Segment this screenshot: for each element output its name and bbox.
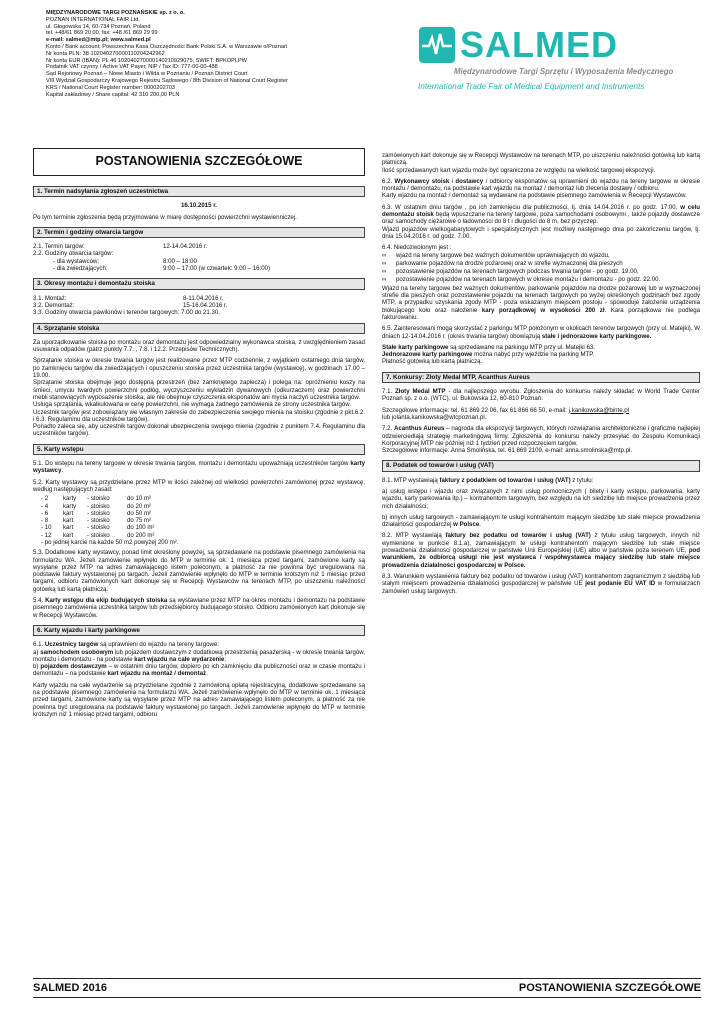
cell: - stoisko	[87, 524, 110, 532]
bold-text: jest podanie EU VAT ID	[585, 580, 656, 588]
heartbeat-icon	[418, 26, 456, 64]
text: 7.2.	[382, 425, 394, 433]
cell: - 10	[41, 524, 52, 532]
text: – w ostatnim dniu targów, dopiero po ich zamknięciu dla publiczności oraz w czasie montażu i demontażu – na podstawie	[33, 663, 365, 678]
text: lub pojazdem dostawczym z dodatkową przestrzenią pasażerską - w okresie trwania targów, montażu i demontażu - na podstawie	[33, 648, 365, 663]
header-line: Nr konta EUR (IBAN): PL 46 102040270000140210929075, SWIFT: BPKOPLPW	[46, 57, 247, 64]
text: są sprzedawane na parkingu MTP przy ul. Matejki 63.	[448, 343, 595, 351]
text: 7.1.	[382, 388, 396, 396]
paragraph: zamówionych kart dokonuje się w Recepcji Wystawców na terenach MTP, po uiszczeniu należności gotówką lub kartą płatniczą.	[382, 152, 700, 167]
cell: - stoisko	[87, 502, 110, 510]
paragraph: 5.3. Dodatkowe karty wystawcy, ponad limit określony powyżej, są sprzedawane na podstawie pisemnego zamówienia na formularzu WA. Jeżeli zamówienie wpłynęło do MTP w terminie ok. 1 miesiąca przed targami, zamówione karty są wysyłane przez MTP na adres zamawiającego listem poleconym, a płatność za nie powinna być uregulowana na podstawie faktury wystawionej po targach. Jeżeli zamówienie wpłynęło do MTP w terminie krótszym niż 1 miesiąc przed targami, odbioru zamówionych kart dokonuje się w Recepcji Wystawców na terenach MTP, po uiszczeniu należności gotówką lub kartą płatniczą.	[33, 549, 365, 593]
bullet-icon: ∞	[382, 268, 387, 276]
header-line: VIII Wydział Gospodarczy Krajowego Rejestru Sądowego / 8th Division of National Court Register	[46, 77, 288, 84]
text: - dla najlepszego wyrobu. Zgłoszenia do konkursu należy składać w World Trade Center Poznań sp. z o.o. (WTC), ul. Bukowska 12, 60-810 Poznań.	[382, 388, 701, 403]
text: można nabyć przy wjeździe na parking MTP.	[472, 351, 595, 359]
label: - dla zwiedzających:	[53, 265, 108, 273]
company-name: MIĘDZYNARODOWE TARGI POZNAŃSKIE sp. z o. o.	[46, 10, 185, 16]
bold-text: Jednorazowe karty parkingowe	[382, 351, 473, 359]
bold-text: kary porządkowej w wysokości 200 zł	[481, 306, 605, 314]
label: 3.1. Montaż:	[33, 294, 67, 302]
schedule-row: 2.2. Godziny otwarcia targów:	[33, 250, 114, 258]
paragraph	[382, 178, 700, 193]
text: są wystawiane przez MTP na okres montażu i demontażu na podstawie pisemnego zamówienia uczestnika targów lub przedsiębiorcy budującego stoisko. Odbioru zamówionych kart dokonuje się w Recepcji Wystawców.	[33, 597, 365, 619]
text: 8.1. MTP wystawiają	[382, 476, 440, 484]
table-row	[41, 517, 365, 524]
paragraph	[382, 477, 700, 484]
logo-wordmark: SALMED	[460, 24, 618, 65]
paragraph	[382, 407, 700, 422]
label: - dla wystawców:	[53, 257, 100, 265]
paragraph	[33, 597, 365, 619]
text: 5.1. Do wstępu na tereny targowe w okresie trwania targów, montażu i demontażu upoważniają uczestników targów	[33, 460, 351, 468]
section-heading: 2. Termin i godziny otwarcia targów	[33, 227, 365, 238]
text: z tytułu usług targowych, innych niż wymienione w punkcie 8.1.a), zamawiającym te usługi kontrahentom mającym siedzibę lub stałe miejsce prowadzenia działalności gospodarczej w państwie Unii Europejskiej (UE) albo w państwie poza terenem UE,	[382, 532, 700, 555]
paragraph: Szczegółowe informacje: Anna Smolińska, tel. 61 869 2109, e-mail: anna.smolinska@mtp.pl.	[382, 447, 633, 455]
cell: do 200 m²	[127, 531, 155, 539]
cell: - 6	[41, 509, 49, 517]
bold-text: faktury bez podatku od towarów i usług (VAT)	[445, 532, 591, 540]
footer-right: POSTANOWIENIA SZCZEGÓŁOWE	[518, 982, 701, 994]
paragraph: 5.1. Do wstępu na tereny targowe w okresie trwania targów, montażu i demontażu upoważniają uczestników targów karty wystawcy.	[33, 460, 365, 475]
paragraph	[33, 641, 365, 648]
text: . Kara porządkowa nie podlega fakturowaniu.	[382, 306, 700, 321]
cell: do 10 m²	[127, 495, 152, 503]
header-line: Podatnik VAT czynny / Active VAT Payer, NIP / Tax ID: 777-00-00-488	[46, 64, 218, 71]
paragraph	[382, 388, 700, 403]
cell: kart	[63, 524, 74, 532]
bold-text: Złoty Medal MTP	[395, 388, 446, 396]
cell: do 100 m²	[127, 524, 155, 532]
text: są uprawnieni do wjazdu na tereny targowe:	[98, 641, 219, 649]
bold-text: kart wjazdu na całe wydarzenie	[134, 655, 225, 663]
text: – nagroda dla ekspozycji targowych, których rozwiązania architektoniczne i graficzne najlepiej odzwierciedlają strategię marketingową firmy. Zgłoszenia do konkursu należy przesyłać do Zespołu Komunikacji Korporacyjnej MTP nie później niż 1 tydzień przed rozpoczęciem targów.	[382, 425, 700, 447]
deadline-date: 16.10.2015 r.	[181, 202, 217, 210]
cell: kart	[63, 531, 74, 539]
paragraph: Wjazd pojazdów wielkogabarytowych i specjalistycznych jest możliwy następnego dnia po zakończeniu targów, tj. dnia 15.04.2016 r. od godz. 7.00.	[382, 225, 700, 240]
bold-text: w celu demontażu stoisk	[382, 203, 700, 219]
text: parkowanie pojazdów na drodze pożarowej oraz w strefie wyznaczonej dla pieszych	[396, 259, 623, 267]
cell: karty	[63, 495, 77, 503]
bold-text: faktury z podatkiem od towarów i usług (VAT)	[439, 476, 571, 484]
value: 15-16.04.2016 r.	[183, 301, 228, 309]
table-row	[41, 510, 365, 517]
cell: do 50 m²	[127, 509, 152, 517]
header-line: Kapitał zakładowy / Share capital: 42 310 200,00 PLN	[46, 91, 180, 98]
bold-text: Stałe karty parkingowe	[382, 343, 449, 351]
bold-text: kart wjazdu na montaż / demontaż	[107, 670, 207, 678]
table-note: - po jednej karcie na każde 50 m2 powyżej 200 m².	[41, 538, 179, 546]
text: 6.2.	[382, 177, 395, 185]
card-allocation-table	[41, 495, 365, 546]
text: Wjazd na tereny targowe bez ważnych dokumentów, parkowanie pojazdów na drodze pożarowej lub w wyznaczonej strefie dla pieszych oraz pozostawienie pojazdu na terenach targowych po wyżej określonych godzinach bez zgody MTP, a przypadku uzyskania zgody MTP - poza wskazanym miejscem postoju - spowoduje założenie urządzenia blokującego koło oraz nałożenie	[382, 284, 700, 314]
schedule-row	[33, 243, 365, 250]
cell: karty	[63, 502, 77, 510]
logo-subtitle-pl: Międzynarodowe Targi Sprzętu i Wyposażenia Medycznego	[454, 67, 674, 76]
section-heading: 4. Sprzątanie stoiska	[33, 323, 365, 334]
header-line: POZNAN INTERNATIONAL FAIR Ltd.	[46, 16, 140, 23]
text: 6.1.	[33, 641, 45, 649]
cell: kart	[63, 509, 74, 517]
table-row	[41, 495, 365, 502]
cell: - stoisko	[87, 509, 110, 517]
bold-text: pojazdem dostawczym	[40, 663, 107, 671]
section-heading: 1. Termin nadsyłania zgłoszeń uczestnictwa	[33, 186, 365, 197]
paragraph	[382, 573, 700, 595]
header-line: ul. Głogowska 14, 60-734 Poznań, Poland	[46, 23, 151, 30]
bullet-icon: ∞	[382, 259, 387, 267]
paragraph: Ilość sprzedawanych kart wjazdu może być ograniczona ze względu na wielkość targowej ekspozycji.	[382, 166, 656, 174]
footer-left: SALMED 2016	[33, 982, 107, 994]
text: a)	[33, 648, 41, 656]
paragraph	[382, 285, 700, 321]
value: 9:00 – 17:00 (w czwartek: 9:00 – 16:00)	[163, 265, 271, 273]
paragraph: Sprzątanie stoiska w okresie trwania targów jest realizowane przez MTP codziennie, z wyjątkiem ostatniego dnia targów, po zamknięciu targów dla zwiedzających i opuszczeniu stoiska przez uczestnika targów (wystawcę), w godzinach 17.00 – 19.00.	[33, 357, 365, 380]
list-item	[382, 260, 700, 267]
value: 12-14.04.2016 r.	[163, 243, 208, 251]
table-row	[41, 524, 365, 531]
text: wjazd na tereny targowe bez ważnych dokumentów uprawniających do wjazdu,	[396, 251, 610, 259]
header-line: tel. +48/61 869 20 00, fax: +48 /61 869 29 99	[46, 30, 158, 37]
paragraph: Za uporządkowanie stoiska po montażu oraz demontażu jest odpowiedzialny wykonawca stoiska, z uwzględnieniem zasad usuwania odpadów (patrz punkty 7.7. , 7.8. i 12.2. Przepisów Technicznych).	[33, 338, 365, 354]
company-header	[46, 10, 366, 98]
cell: do 20 m²	[127, 502, 152, 510]
list-item	[382, 252, 700, 259]
paragraph: Płatność gotówką lub kartą płatniczą.	[382, 358, 483, 366]
header-line: Sąd Rejonowy Poznań – Nowe Miasto i Wilda w Poznaniu / Poznan District Court	[46, 71, 248, 78]
value: 8-11.04.2016 r.	[183, 294, 224, 302]
header-line: KRS / National Court Register number: 0000202703	[46, 84, 176, 91]
paragraph: Karty wjazdu na montaż / demontaż są wydawane na podstawie pisemnego zamówienia w Recepcji Wystawców.	[382, 192, 687, 200]
schedule-row	[33, 265, 365, 272]
paragraph: Uczestnik targów jest zobowiązany we własnym zakresie do zabezpieczenia swojego mienia na stoisku (zgodnie z pkt.6.2. i 6.3. Regulaminu dla uczestników targów).	[33, 408, 365, 423]
text: lub jolanta.kanikowska@wtcpoznan.pl.	[382, 413, 487, 421]
cell: do 75 m²	[127, 517, 152, 525]
bold-text: Uczestnicy targów	[44, 641, 99, 649]
text: b) innych usług targowych - zamawiającym te usługi kontrahentom mającym siedzibę lub stałe miejsce prowadzenia działalności gospodarczej	[382, 513, 700, 529]
cell: - 2	[41, 495, 49, 503]
paragraph: Karty wjazdu na całe wydarzenie są przydzielane zgodnie z zamówioną opłatą rejestracyjną, dodatkowe sprzedawane są na podstawie pisemnego zamówienia na formularzu WA. Jeżeli zamówienie wpłynęło do MTP w terminie ok. 1 miesiąca przed targami, zamówione karty są wysyłane przez MTP na adres zamawiającego listem poleconym, a płatność za nie powinna być uregulowana na podstawie faktury wystawionej po targach. Jeżeli zamówienie wpłynęło do MTP w terminie krótszym niż 1 miesiąc przed targami, odbioru	[33, 681, 365, 718]
section-heading: 8. Podatek od towarów i usług (VAT)	[382, 460, 700, 471]
text: 5.4.	[33, 597, 46, 605]
text: 8.3. Warunkiem wystawienia faktury bez podatku od towarów i usług (VAT) kontrahentom zagranicznym z siedzibą lub stałym miejscem prowadzenia działalności gospodarczej w państwie UE	[382, 572, 700, 588]
text: / odbiorcy eksponatów są uprawnieni do wjazdu na tereny targowe w okresie montażu / demontażu, na podstawie kart wjazdu na montaż / demontaż lub zlecenia dostawy / odbioru.	[382, 177, 701, 193]
cell: kart	[63, 517, 74, 525]
paragraph: Ponadto zaleca się, aby uczestnik targów dokonał ubezpieczenia swojego mienia (zgodnie z punktem 7.4. Regulaminu dla uczestników targów).	[33, 423, 365, 438]
header-line: Konto / Bank account: Powszechna Kasa Oszczędności Bank Polski S.A. w Warszawie o/Poznań	[46, 43, 288, 50]
list-item	[382, 268, 700, 275]
text: będą wpuszczane na tereny targowe, poza samochodami osobowymi , także pojazdy dostawcze oraz samochody ciężarowe o ładowności do 8 t i długości do 8 m, bez przyczep.	[382, 211, 700, 226]
cell: - 4	[41, 502, 49, 510]
paragraph: Sprzątanie stoiska obejmuje jego dostępną przestrzeń (bez zamkniętego zaplecza) i polega na: opróżnieniu koszy na śmieci, umyciu twardych powierzchni podłóg, wyczyszczeniu wykładzin dywanowych (odkurzaczem) oraz powierzchni mebli stanowiących wyposażenie stoiska, ale nie obejmuje czyszczenia eksponatów ani mycia naczyń uczestnika targów.	[33, 379, 365, 401]
cell: - stoisko	[87, 531, 110, 539]
label: 2.1. Termin targów:	[33, 243, 85, 251]
value: 8:00 – 18:00	[163, 257, 197, 265]
bold-text: pod warunkiem, że odbiorcą usługi nie jest wystawca / współwystawca mający siedzibę lub stałe miejsce prowadzenia działalności gospodarczej w Polsce.	[382, 547, 700, 569]
email-link[interactable]: j.kanikowska@binte.pl	[568, 406, 630, 414]
section-heading: 5. Karty wstępu	[33, 444, 365, 455]
cell: - stoisko	[87, 517, 110, 525]
text: 8.2. MTP wystawiają	[382, 532, 446, 540]
paragraph: Usługa sprzątania, wkalkulowana w cenę powierzchni, nie wymaga żadnego zamówienia ze strony uczestnika targów.	[33, 401, 352, 409]
table-row	[41, 503, 365, 510]
schedule-row	[33, 295, 365, 302]
paragraph: b) pojazdem dostawczym – w ostatnim dniu targów, dopiero po ich zamknięciu dla publiczności oraz w czasie montażu i demontażu – na podstawie kart wjazdu na montaż / demontaż.	[33, 663, 365, 678]
section-heading: 6. Karty wjazdu i karty parkingowe	[33, 625, 365, 636]
bold-text: stałe i jednorazowe karty parkingowe.	[541, 332, 652, 340]
salmed-logo	[418, 22, 718, 102]
bold-text: Acanthus Aureus	[393, 425, 445, 433]
text: z tytułu:	[570, 476, 594, 484]
paragraph	[382, 351, 700, 358]
paragraph: 5.2. Karty wystawcy są przydzielane przez MTP w ilości zależnej od wielkości powierzchni zamówionej przez wystawcę, według następujących zasad:	[33, 478, 365, 493]
paragraph	[382, 532, 700, 568]
bullet-icon: ∞	[382, 276, 387, 284]
paragraph: b) innych usług targowych - zamawiającym te usługi kontrahentom mającym siedzibę lub stałe miejsce prowadzenia działalności gospodarczej w Polsce.	[382, 513, 700, 529]
bullet-icon: ∞	[382, 251, 387, 259]
text: 6.3. W ostatnim dniu targów , po ich zamknięciu dla publiczności, tj. dnia 14.04.2016 r. po godz. 17:00,	[382, 203, 681, 211]
section-heading: 3. Okresy montażu i demontażu stoiska	[33, 278, 365, 289]
section-heading: 7. Konkursy: Złoty Medal MTP, Acanthus Aureus	[382, 372, 700, 383]
left-column	[33, 140, 365, 722]
schedule-row: 3.3. Godziny otwarcia pawilonów i terenów targowych: 7.00 do 21.30.	[33, 309, 220, 317]
header-line: Nr konta PLN: 38 102040270000110204242962	[46, 50, 165, 57]
text: w formularzach zamówień usług targowych.	[382, 580, 700, 595]
schedule-row	[33, 302, 365, 309]
right-column	[382, 152, 700, 599]
cell: - 12	[41, 531, 52, 539]
text: pozostawienie pojazdów na terenach targowych w okresie montażu i demontażu - po godz. 22.00.	[396, 276, 661, 284]
text: pozostawienie pojazdów na terenach targowych podczas trwania targów - po godz. 19.00,	[396, 268, 639, 276]
bold-text: samochodem osobowym	[40, 648, 114, 656]
bold-text: w Polsce	[453, 521, 480, 529]
text: 6.5. Zainteresowani mogą skorzystać z parkingu MTP położonym w okolicach terenów targowych (przy ul. Matejki). W dniach 12-14.04.2016 r. (okres trwania targów) obowiązują	[382, 325, 700, 340]
cell: - stoisko	[87, 495, 110, 503]
paragraph: a) samochodem osobowym lub pojazdem dostawczym z dodatkową przestrzenią pasażerską - w okresie trwania targów, montażu i demontażu - na podstawie kart wjazdu na całe wydarzenie;	[33, 648, 365, 663]
bold-text: Wykonawcy stoisk	[394, 177, 450, 185]
prohibited-list	[382, 252, 700, 284]
paragraph	[382, 344, 700, 351]
text: b)	[33, 663, 41, 671]
page-title: POSTANOWIENIA SZCZEGÓŁOWE	[33, 148, 365, 176]
schedule-row	[33, 258, 365, 265]
logo-subtitle-en: International Trade Fair of Medical Equipment and Instruments	[418, 82, 645, 91]
page-footer	[33, 978, 701, 998]
paragraph	[382, 204, 700, 226]
label: 3.2. Demontaż:	[33, 301, 75, 309]
paragraph	[382, 425, 700, 447]
paragraph	[382, 325, 700, 340]
text: i	[449, 177, 456, 185]
header-line: e-mail: salmed@mtp.pl; www.salmed.pl	[46, 37, 151, 44]
table-row	[41, 532, 365, 539]
paragraph: 6.4. Niedozwolonym jest :	[382, 244, 452, 252]
cell: - 8	[41, 517, 49, 525]
paragraph: Po tym terminie zgłoszenia będą przyjmowane w miarę dostępności powierzchni wystawienniczej.	[33, 213, 297, 221]
bold-text: Karty wstępu dla ekip budujących stoiska	[45, 597, 168, 605]
bold-text: dostawcy	[455, 177, 484, 185]
text: Szczegółowe informacje: tel. 61 869 22 06, fax 61 866 66 50, e-mail:	[382, 406, 569, 414]
list-item	[382, 276, 700, 283]
paragraph: a) usług wstępu i wjazdu oraz związanych z nimi usług pomocniczych ( bilety i karty wstępu, parkowania, karty wjazdu, karty parkowania itp.) – kontrahentom targowym, bez względu na ich siedzibę lub miejsce prowadzenia przez nich działalności;	[382, 487, 700, 510]
bold-text: karty wystawcy	[33, 460, 365, 475]
